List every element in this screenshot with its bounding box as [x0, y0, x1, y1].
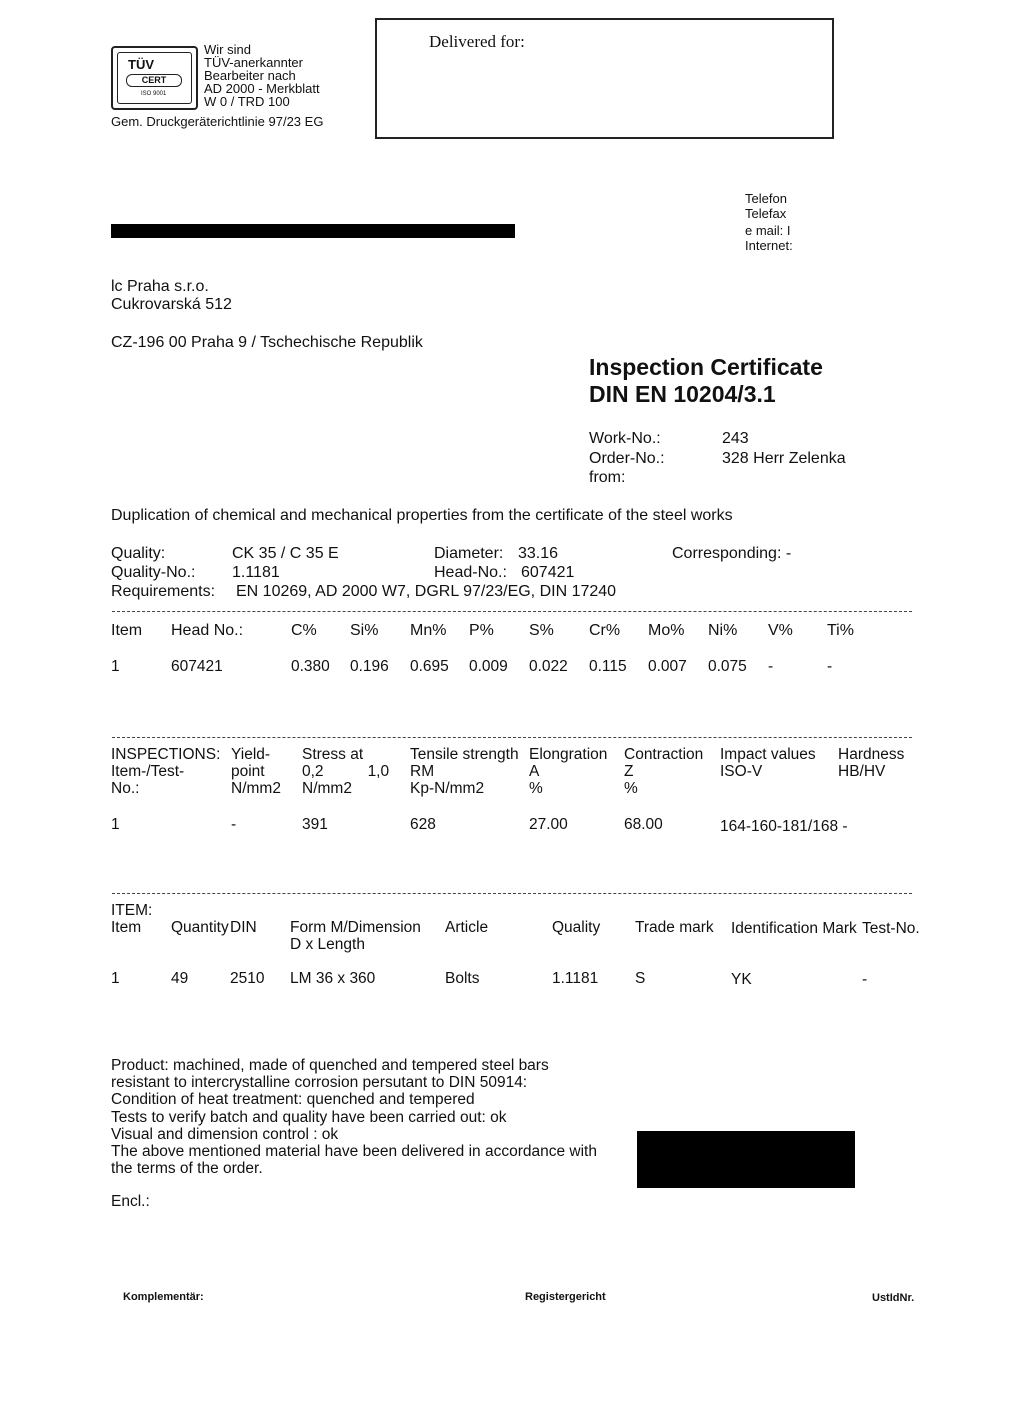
chem-header: Cr%	[589, 622, 621, 639]
insp-header-line: Yield-	[231, 746, 271, 763]
chem-cell: 0.196	[350, 658, 389, 675]
insp-header-line: Impact values	[720, 746, 816, 763]
quality-label: Quality:	[111, 545, 166, 562]
chem-header: Mn%	[410, 622, 447, 639]
certificate-standard: DIN EN 10204/3.1	[589, 381, 776, 407]
chem-cell: -	[768, 658, 774, 675]
redacted-signature	[637, 1131, 855, 1188]
internet-label: Internet:	[745, 238, 793, 253]
from-label: from:	[589, 469, 626, 486]
chem-cell: 0.022	[529, 658, 568, 675]
product-line: Visual and dimension control : ok	[111, 1125, 339, 1143]
work-no-value: 243	[722, 430, 749, 447]
cert-badge: CERT	[126, 74, 182, 87]
insp-header-line: N/mm2	[302, 780, 352, 797]
chem-header: Item	[111, 622, 143, 639]
order-no-value: 328 Herr Zelenka	[722, 450, 846, 467]
insp-header-line: Elongration	[529, 746, 608, 763]
item-cell: Bolts	[445, 970, 480, 987]
order-no-label: Order-No.:	[589, 450, 665, 467]
insp-header-line: A	[529, 763, 540, 780]
insp-header-line: point	[231, 763, 265, 780]
product-line: resistant to intercrystalline corrosion persutant to DIN 50914:	[111, 1074, 528, 1092]
chem-cell: 0.007	[648, 658, 687, 675]
tuv-line: AD 2000 - Merkblatt	[204, 81, 320, 96]
contact-block	[745, 191, 793, 253]
item-header: Quality	[552, 919, 601, 936]
item-cell: YK	[731, 971, 752, 988]
chem-cell: -	[827, 658, 833, 675]
insp-header-line: 0,2	[302, 763, 324, 780]
insp-header-tensile	[410, 746, 519, 797]
chem-header: V%	[768, 622, 793, 639]
insp-header-line: Item-/Test-	[111, 763, 185, 780]
insp-cell: 628	[410, 816, 436, 833]
item-cell: LM 36 x 360	[290, 970, 376, 987]
item-cell: S	[635, 970, 646, 987]
tuv-line: Bearbeiter nach	[204, 68, 296, 83]
insp-cell: 68.00	[624, 816, 663, 833]
insp-header-line: %	[529, 780, 543, 797]
tuv-logo-text: TÜV	[128, 57, 154, 72]
duplication-statement: Duplication of chemical and mechanical properties from the certificate of the steel works	[111, 507, 733, 524]
chem-cell: 607421	[171, 658, 223, 675]
tuv-cert-logo	[111, 46, 198, 110]
chem-header: S%	[529, 622, 554, 639]
chem-cell: 1	[111, 658, 120, 675]
item-cell: 49	[171, 970, 189, 987]
work-no-label: Work-No.:	[589, 430, 661, 447]
insp-header-line: RM	[410, 763, 435, 780]
requirements-value: EN 10269, AD 2000 W7, DGRL 97/23/EG, DIN 17240	[236, 583, 617, 600]
item-header: Identification Mark	[731, 920, 857, 937]
product-line: Condition of heat treatment: quenched and tempered	[111, 1091, 475, 1109]
item-header: Quantity	[171, 919, 229, 936]
item-header: DIN	[230, 919, 257, 936]
head-no-label: Head-No.:	[434, 564, 507, 581]
recipient-street: Cukrovarská 512	[111, 296, 232, 313]
tuv-line: TÜV-anerkannter	[204, 55, 303, 70]
item-header: Item	[111, 919, 142, 936]
product-line: Tests to verify batch and quality have been carried out: ok	[111, 1108, 507, 1126]
product-description	[111, 1057, 597, 1177]
chem-header: Si%	[350, 622, 379, 639]
insp-header-elongation	[529, 746, 607, 797]
insp-cell: 27.00	[529, 816, 568, 833]
insp-header-hardness	[838, 746, 904, 780]
delivered-for-label: Delivered for:	[429, 32, 525, 51]
insp-header-line: 1,0	[367, 763, 390, 780]
insp-header-stress	[302, 746, 389, 797]
divider	[112, 611, 912, 612]
corresponding-label: Corresponding: -	[672, 545, 792, 562]
chem-header: Head No.:	[171, 622, 244, 639]
quality-no-value: 1.1181	[232, 564, 280, 581]
item-header: Article	[445, 919, 489, 936]
diameter-label: Diameter:	[434, 545, 504, 562]
enclosure-label: Encl.:	[111, 1193, 150, 1210]
chem-header: P%	[469, 622, 494, 639]
recipient-name: lc Praha s.r.o.	[111, 278, 209, 295]
chem-cell: 0.115	[589, 658, 627, 675]
insp-header-line: No.:	[111, 780, 140, 797]
redacted-bar	[111, 224, 515, 238]
chem-header: Mo%	[648, 622, 685, 639]
product-line: the terms of the order.	[111, 1160, 263, 1178]
directive-text: Gem. Druckgeräterichtlinie 97/23 EG	[111, 114, 324, 129]
item-header: Form M/Dimension	[290, 919, 421, 936]
insp-header-line: HB/HV	[838, 763, 886, 780]
insp-header-line: INSPECTIONS:	[111, 746, 221, 763]
telefax-label: Telefax	[745, 206, 787, 221]
iso-label: ISO 9001	[141, 91, 167, 97]
chem-header: Ni%	[708, 622, 738, 639]
footer-komplementar: Komplementär:	[123, 1291, 204, 1303]
divider	[112, 893, 912, 894]
item-header: D x Length	[290, 936, 365, 953]
tuv-statement	[204, 43, 320, 108]
insp-header-line: ISO-V	[720, 763, 763, 780]
footer-ustidnr: UstIdNr.	[872, 1292, 915, 1304]
quality-value: CK 35 / C 35 E	[232, 545, 339, 562]
insp-cell: 1	[111, 816, 120, 833]
insp-header-line: Stress at	[302, 746, 364, 763]
chem-cell: 0.075	[708, 658, 747, 675]
insp-header-contraction	[624, 746, 703, 797]
insp-header-line: Hardness	[838, 746, 905, 763]
recipient-city: CZ-196 00 Praha 9 / Tschechische Republik	[111, 334, 423, 351]
tuv-line: W 0 / TRD 100	[204, 94, 290, 109]
chem-cell: 0.380	[291, 658, 330, 675]
delivered-for-box	[375, 18, 834, 139]
chem-header: Ti%	[827, 622, 854, 639]
item-header: Test-No.	[862, 920, 920, 937]
divider	[112, 737, 912, 738]
email-label: e mail: I	[745, 223, 791, 238]
insp-header-impact	[720, 746, 816, 780]
product-line: Product: machined, made of quenched and tempered steel bars	[111, 1057, 549, 1074]
insp-header-line: Z	[624, 763, 634, 780]
diameter-value: 33.16	[518, 545, 559, 562]
insp-cell: -	[231, 816, 237, 833]
item-header: Trade mark	[635, 919, 714, 936]
insp-header-item	[111, 746, 220, 797]
insp-header-line: %	[624, 780, 638, 797]
insp-header-line: Contraction	[624, 746, 704, 763]
insp-cell: 391	[302, 816, 328, 833]
insp-header-yield	[231, 746, 281, 797]
tuv-line: Wir sind	[204, 42, 251, 57]
item-cell: 2510	[230, 970, 265, 987]
footer-registergericht: Registergericht	[525, 1291, 606, 1303]
telefon-label: Telefon	[745, 191, 787, 206]
item-title: ITEM:	[111, 902, 153, 919]
insp-header-line: Kp-N/mm2	[410, 780, 485, 797]
insp-cell: 164-160-181/168 -	[720, 818, 848, 835]
chem-header: C%	[291, 622, 317, 639]
chem-cell: 0.009	[469, 658, 508, 675]
product-line: The above mentioned material have been delivered in accordance with	[111, 1143, 597, 1161]
certificate-title: Inspection Certificate	[589, 354, 823, 380]
quality-no-label: Quality-No.:	[111, 564, 196, 581]
item-cell: 1.1181	[552, 970, 599, 987]
insp-header-line: Tensile strength	[410, 746, 519, 763]
insp-header-line: N/mm2	[231, 780, 281, 797]
item-cell: 1	[111, 970, 120, 987]
item-cell: -	[862, 971, 868, 988]
chem-cell: 0.695	[410, 658, 449, 675]
requirements-label: Requirements:	[111, 583, 216, 600]
head-no-value: 607421	[521, 564, 575, 581]
